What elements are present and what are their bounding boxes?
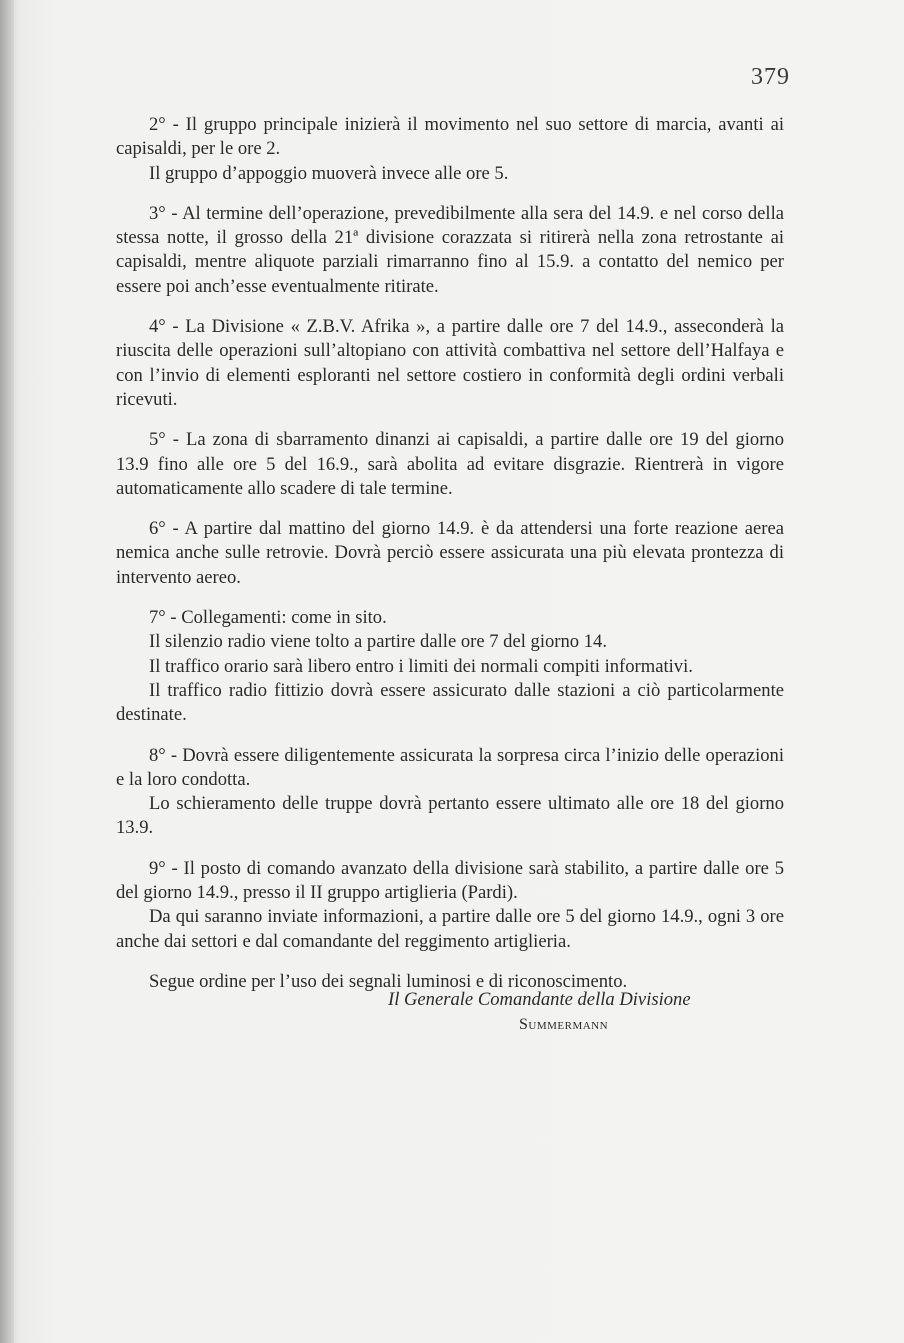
page-binding-shadow [0, 0, 14, 1343]
document-body [116, 113, 784, 994]
paragraph: 7° - Collegamenti: come in sito. [149, 607, 387, 629]
paragraph: 3° - Al termine dell’operazione, prevedibilmente alla sera del 14.9. e nel corso della stessa notte, il grosso della 21ª divisione corazzata si ritirerà nella zona retrostante ai capisaldi, mentre aliquote parziali rimarranno fino al 15.9. a contatto del nemico per essere poi anch’esse eventualmente ritirate. [116, 202, 784, 297]
signature-role: Il Generale Comandante della Divisione [388, 989, 691, 1010]
paragraph: 9° - Il posto di comando avanzato della divisione sarà stabilito, a partire dalle ore 5 del giorno 14.9., presso il II gruppo artiglieria (Pardi). [116, 857, 784, 904]
paragraph: Lo schieramento delle truppe dovrà pertanto essere ultimato alle ore 18 del giorno 13.9. [116, 793, 784, 839]
paragraph: Il traffico orario sarà libero entro i limiti dei normali compiti informativi. [149, 655, 693, 677]
paragraph: Il traffico radio fittizio dovrà essere assicurato dalle stazioni a ciò particolarmente destinate. [116, 679, 784, 726]
paragraph: Il gruppo d’appoggio muoverà invece alle ore 5. [149, 162, 509, 184]
paragraph: Da qui saranno inviate informazioni, a partire dalle ore 5 del giorno 14.9., ogni 3 ore anche dai settori e dal comandante del reggimento artiglieria. [116, 906, 784, 952]
paragraph: 2° - Il gruppo principale inizierà il movimento nel suo settore di marcia, avanti ai capisaldi, per le ore 2. [116, 114, 784, 160]
paragraph: Il silenzio radio viene tolto a partire dalle ore 7 del giorno 14. [149, 631, 607, 653]
paragraph: 6° - A partire dal mattino del giorno 14.9. è da attendersi una forte reazione aerea nemica anche sulle retrovie. Dovrà perciò essere assicurata una più elevata prontezza di intervento aereo. [116, 518, 784, 588]
paragraph: 4° - La Divisione « Z.B.V. Afrika », a partire dalle ore 7 del 14.9., asseconderà la riuscita delle operazioni sull’altopiano con attività combattiva nel settore dell’Halfaya e con l’invio di elementi esploranti nel settore costiero in conformità degli ordini verbali ricevuti. [116, 316, 784, 410]
paragraph: Segue ordine per l’uso dei segnali luminosi e di riconoscimento. [149, 970, 628, 992]
signature-name: Summermann [519, 1016, 609, 1033]
paragraph: 8° - Dovrà essere diligentemente assicurata la sorpresa circa l’inizio delle operazioni e la loro condotta. [116, 744, 784, 790]
page-number: 379 [751, 64, 790, 90]
paragraph: 5° - La zona di sbarramento dinanzi ai capisaldi, a partire dalle ore 19 del giorno 13.9 fino alle ore 5 del 16.9., sarà abolita ad evitare disgrazie. Rientrerà in vigore automaticamente allo scadere di tale termine. [116, 429, 784, 499]
